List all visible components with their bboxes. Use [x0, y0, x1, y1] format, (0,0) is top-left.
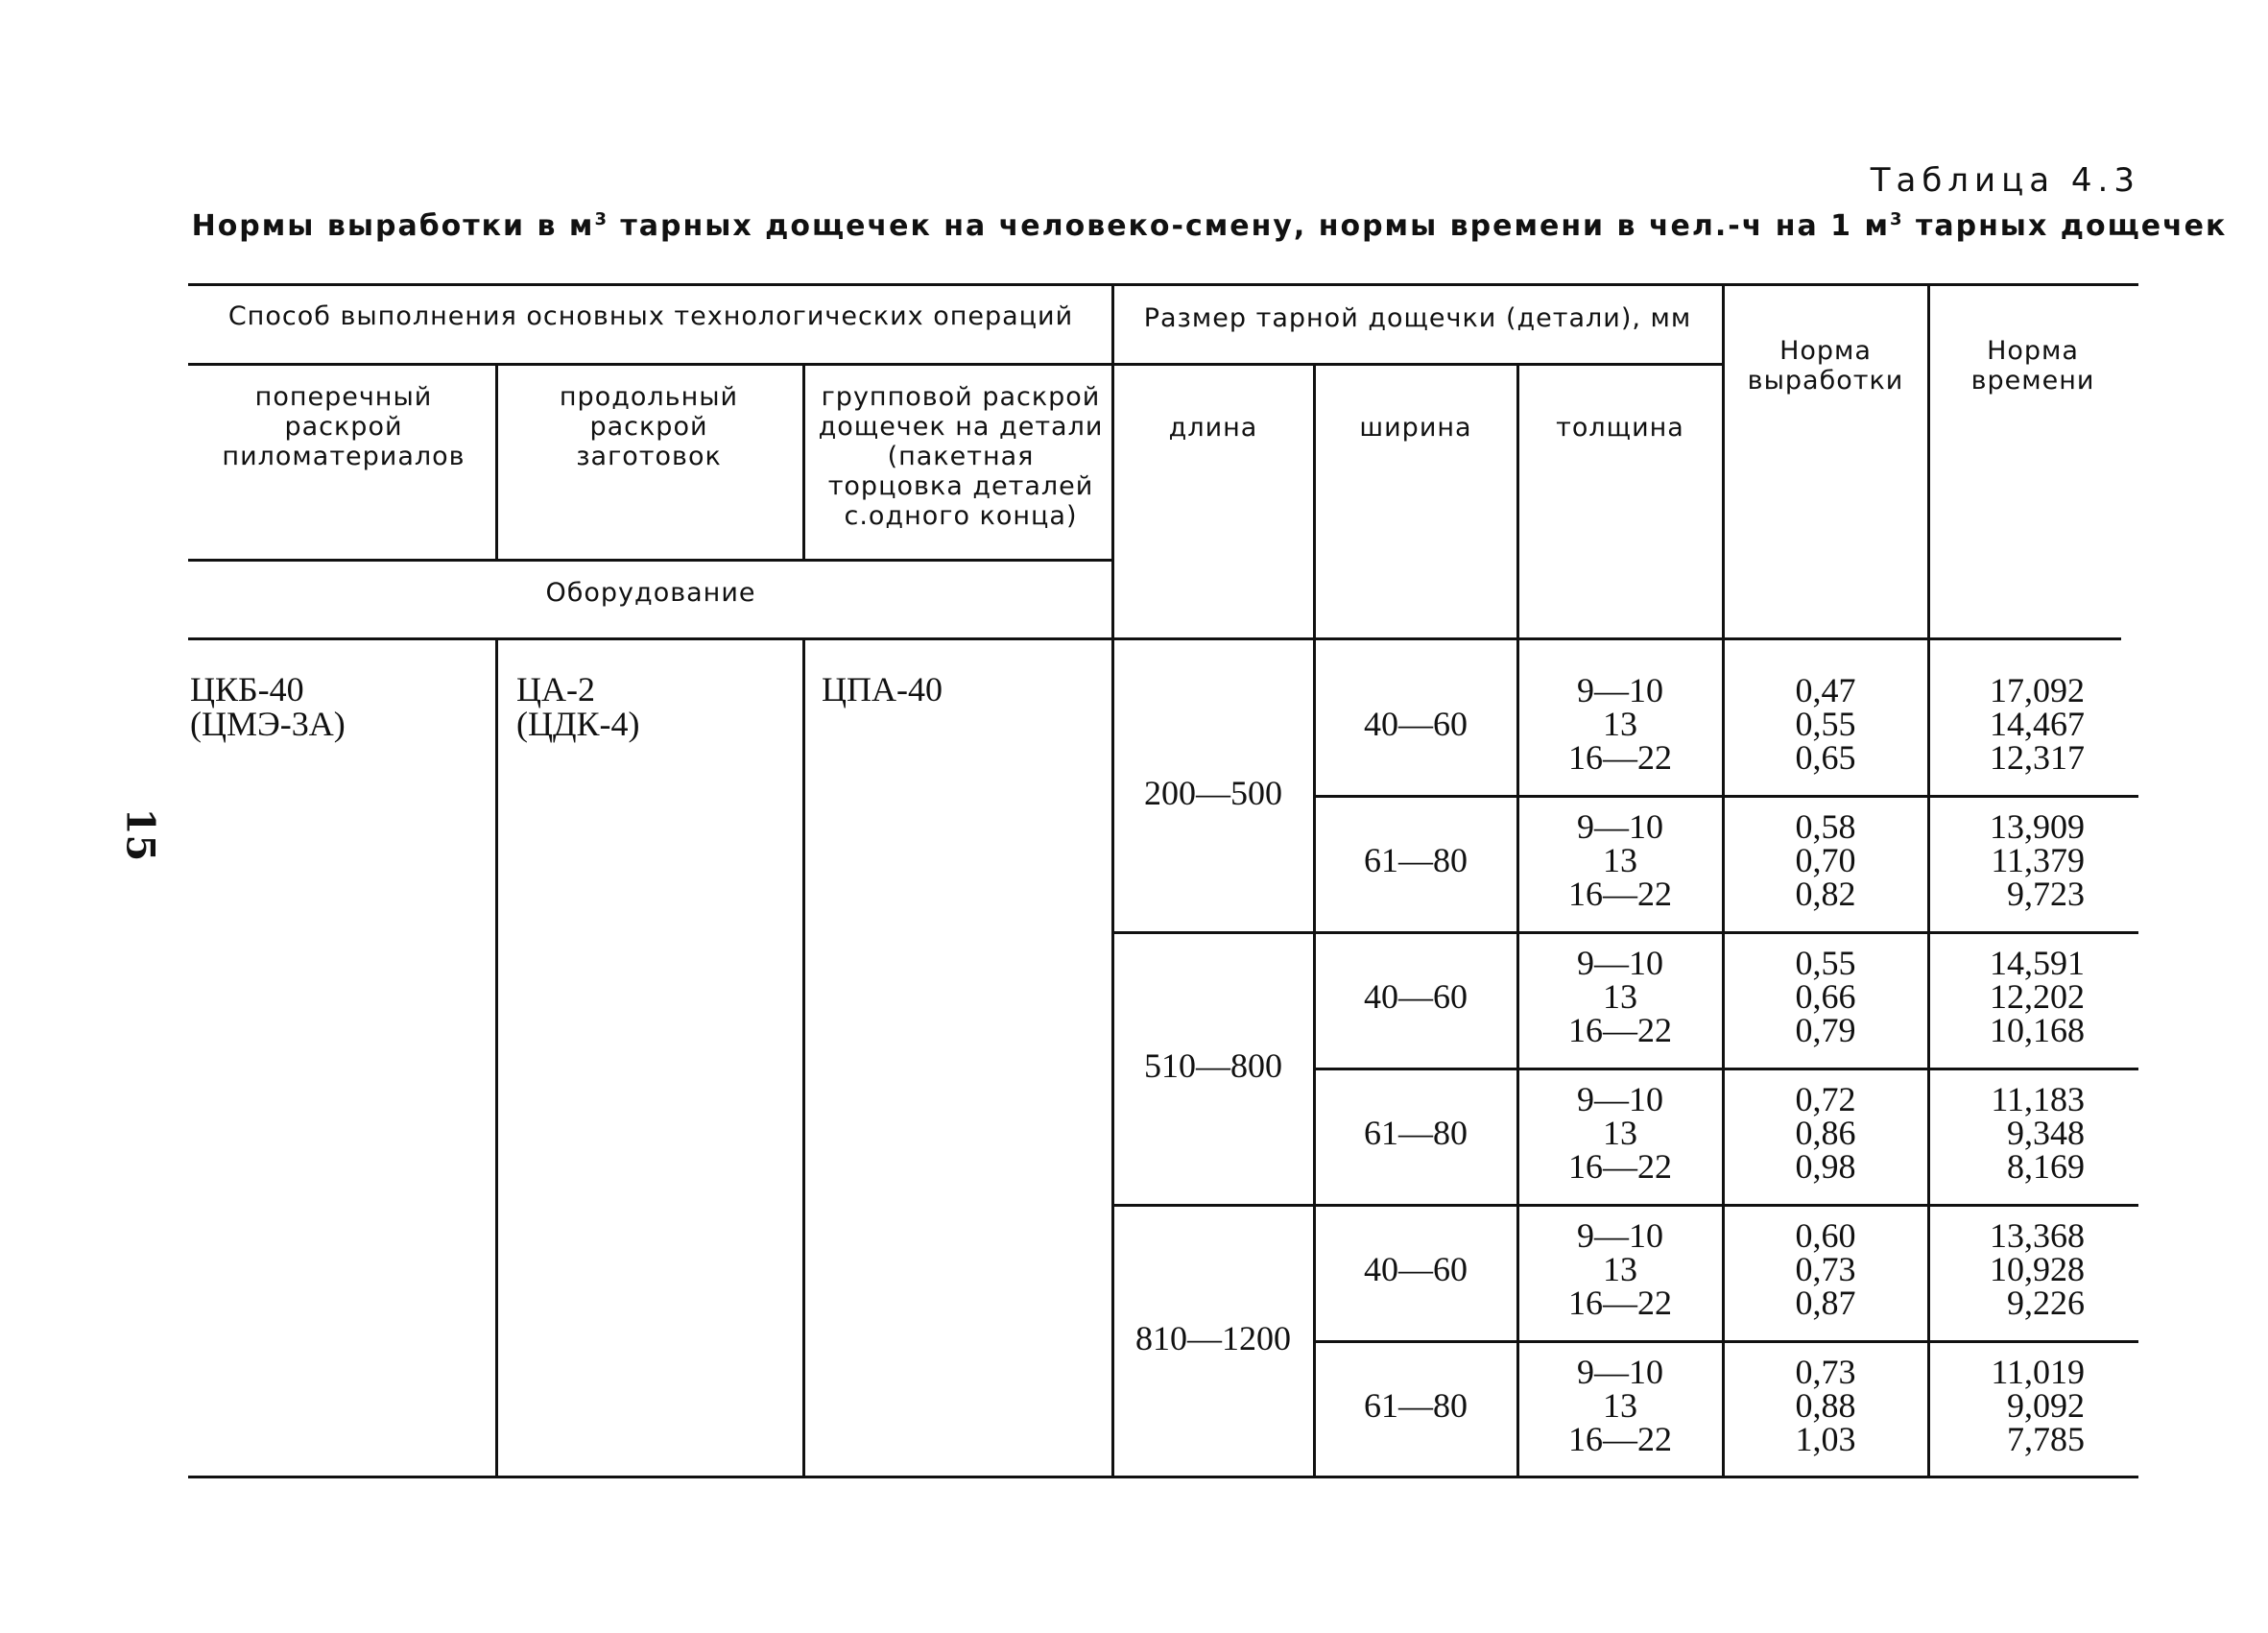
- length-cell: 510—800: [1144, 1046, 1282, 1085]
- thickness-value: 9—10: [1577, 944, 1663, 982]
- time-cell: [1931, 807, 2085, 913]
- col-rule-4: [1313, 363, 1316, 1476]
- thickness-cell: [1520, 1216, 1720, 1322]
- thickness-value: 16—22: [1568, 1420, 1672, 1458]
- col-rule-6: [1722, 283, 1725, 1476]
- row-rule-3: [1315, 1068, 2138, 1070]
- output-cell: [1726, 671, 1925, 777]
- output-value: 0,66: [1795, 977, 1856, 1016]
- row-rule-4: [1113, 1204, 2138, 1207]
- output-value: 0,70: [1795, 841, 1856, 879]
- width-cell: 40—60: [1364, 705, 1468, 743]
- title-part-3: тарных дощечек: [1903, 209, 2228, 243]
- output-value: 0,86: [1795, 1114, 1856, 1152]
- output-cell: [1726, 1080, 1925, 1186]
- output-value: 0,79: [1795, 1011, 1856, 1049]
- time-value: 9,092: [2007, 1386, 2085, 1425]
- width-cell: 61—80: [1364, 1386, 1468, 1425]
- output-cell: [1726, 1353, 1925, 1458]
- output-value: 0,58: [1795, 807, 1856, 846]
- output-value: 0,73: [1795, 1353, 1856, 1391]
- time-value: 10,168: [1990, 1011, 2085, 1049]
- time-cell: [1931, 1080, 2085, 1186]
- time-value: 12,317: [1990, 738, 2085, 777]
- output-value: 0,72: [1795, 1080, 1856, 1118]
- output-value: 0,73: [1795, 1250, 1856, 1288]
- width-cell: 61—80: [1364, 841, 1468, 879]
- output-cell: [1726, 944, 1925, 1049]
- equipment-group-cut: ЦПА-40: [822, 670, 943, 708]
- col-rule-2-body: [802, 637, 805, 1476]
- col-rule-1-body: [495, 637, 498, 1476]
- table-top-rule: [188, 283, 2138, 286]
- header-output-norm: Норма выработки: [1747, 336, 1904, 396]
- table-number: Таблица 4.3: [1870, 161, 2140, 200]
- output-value: 0,87: [1795, 1284, 1856, 1322]
- title-part-2: тарных дощечек на человеко-смену, нормы времени в чел.-ч на 1 м: [608, 209, 1890, 243]
- header-width: ширина: [1359, 413, 1472, 443]
- header-cross-cut: поперечный раскрой пиломатериалов: [222, 382, 466, 471]
- thickness-cell: [1520, 944, 1720, 1049]
- output-value: 0,55: [1795, 705, 1856, 743]
- time-cell: [1931, 1216, 2085, 1322]
- time-value: 11,379: [1991, 841, 2085, 879]
- time-value: 13,368: [1990, 1216, 2085, 1255]
- output-value: 0,65: [1795, 738, 1856, 777]
- time-cell: [1931, 1353, 2085, 1458]
- output-value: 0,47: [1795, 671, 1856, 709]
- thickness-value: 16—22: [1568, 1284, 1672, 1322]
- output-value: 0,82: [1795, 875, 1856, 913]
- row-rule-5: [1315, 1340, 2138, 1343]
- output-value: 0,60: [1795, 1216, 1856, 1255]
- table-bottom-rule: [188, 1476, 2138, 1478]
- time-value: 11,183: [1991, 1080, 2085, 1118]
- thickness-value: 16—22: [1568, 1147, 1672, 1186]
- thickness-value: 9—10: [1577, 671, 1663, 709]
- col-rule-7: [1927, 283, 1930, 1476]
- page-number: 15: [117, 807, 163, 862]
- time-value: 14,467: [1990, 705, 2085, 743]
- width-cell: 61—80: [1364, 1114, 1468, 1152]
- thickness-value: 13: [1603, 841, 1637, 879]
- time-value: 10,928: [1990, 1250, 2085, 1288]
- output-value: 0,55: [1795, 944, 1856, 982]
- time-value: 12,202: [1990, 977, 2085, 1016]
- thickness-cell: [1520, 1353, 1720, 1458]
- header-method: Способ выполнения основных технологических операций: [227, 301, 1074, 331]
- thickness-value: 9—10: [1577, 1353, 1663, 1391]
- thickness-value: 13: [1603, 1250, 1637, 1288]
- header-size: Размер тарной дощечки (детали), мм: [1143, 303, 1692, 333]
- thickness-value: 16—22: [1568, 738, 1672, 777]
- col-rule-2: [802, 363, 805, 559]
- time-value: 17,092: [1990, 671, 2085, 709]
- equipment-cross-cut: [190, 672, 346, 741]
- equipment-cross-cut-line-2: (ЦМЭ-3А): [190, 705, 346, 743]
- time-cell: [1931, 671, 2085, 777]
- header-group-cut: групповой раскрой дощечек на детали (пакетная торцовка деталей с.одного конца): [818, 382, 1104, 531]
- equipment-rip-cut-line-1: ЦА-2: [516, 670, 595, 708]
- output-value: 0,98: [1795, 1147, 1856, 1186]
- output-cell: [1726, 1216, 1925, 1322]
- time-value: 9,226: [2007, 1284, 2085, 1322]
- time-value: 11,019: [1991, 1353, 2085, 1391]
- thickness-value: 16—22: [1568, 875, 1672, 913]
- thickness-value: 9—10: [1577, 1080, 1663, 1118]
- header-thickness: толщина: [1556, 413, 1684, 443]
- title-superscript-1: 3: [594, 209, 609, 229]
- col-rule-5: [1516, 363, 1519, 1476]
- header-length: длина: [1168, 413, 1258, 443]
- length-cell: 810—1200: [1135, 1319, 1291, 1357]
- thickness-value: 16—22: [1568, 1011, 1672, 1049]
- thickness-value: 13: [1603, 1114, 1637, 1152]
- row-rule-2: [1113, 931, 2138, 934]
- title-part-1: Нормы выработки в м: [191, 209, 595, 243]
- thickness-value: 9—10: [1577, 1216, 1663, 1255]
- header-rule-level1: [188, 363, 1724, 366]
- time-value: 14,591: [1990, 944, 2085, 982]
- title-superscript-2: 3: [1890, 209, 1904, 229]
- length-cell: 200—500: [1144, 774, 1282, 812]
- header-rip-cut: продольный раскрой заготовок: [559, 382, 739, 471]
- time-value: 9,348: [2007, 1114, 2085, 1152]
- col-rule-1: [495, 363, 498, 559]
- output-value: 1,03: [1795, 1420, 1856, 1458]
- col-rule-3: [1111, 283, 1114, 1476]
- thickness-value: 13: [1603, 705, 1637, 743]
- thickness-cell: [1520, 807, 1720, 913]
- thickness-cell: [1520, 1080, 1720, 1186]
- thickness-value: 13: [1603, 977, 1637, 1016]
- thickness-cell: [1520, 671, 1720, 777]
- time-value: 13,909: [1990, 807, 2085, 846]
- row-rule-1: [1315, 795, 2138, 798]
- header-time-norm: Норма времени: [1970, 336, 2095, 396]
- header-bottom-rule: [188, 637, 2121, 640]
- equipment-rip-cut-line-2: (ЦДК-4): [516, 705, 640, 743]
- time-value: 8,169: [2007, 1147, 2085, 1186]
- time-value: 9,723: [2007, 875, 2085, 913]
- width-cell: 40—60: [1364, 1250, 1468, 1288]
- thickness-value: 9—10: [1577, 807, 1663, 846]
- time-value: 7,785: [2007, 1420, 2085, 1458]
- time-cell: [1931, 944, 2085, 1049]
- output-value: 0,88: [1795, 1386, 1856, 1425]
- thickness-value: 13: [1603, 1386, 1637, 1425]
- equipment-rip-cut: [516, 672, 640, 741]
- header-rule-equipment: [188, 559, 1113, 562]
- width-cell: 40—60: [1364, 977, 1468, 1016]
- output-cell: [1726, 807, 1925, 913]
- equipment-cross-cut-line-1: ЦКБ-40: [190, 670, 304, 708]
- table-title: [173, 209, 2246, 243]
- header-equipment: Оборудование: [545, 578, 756, 608]
